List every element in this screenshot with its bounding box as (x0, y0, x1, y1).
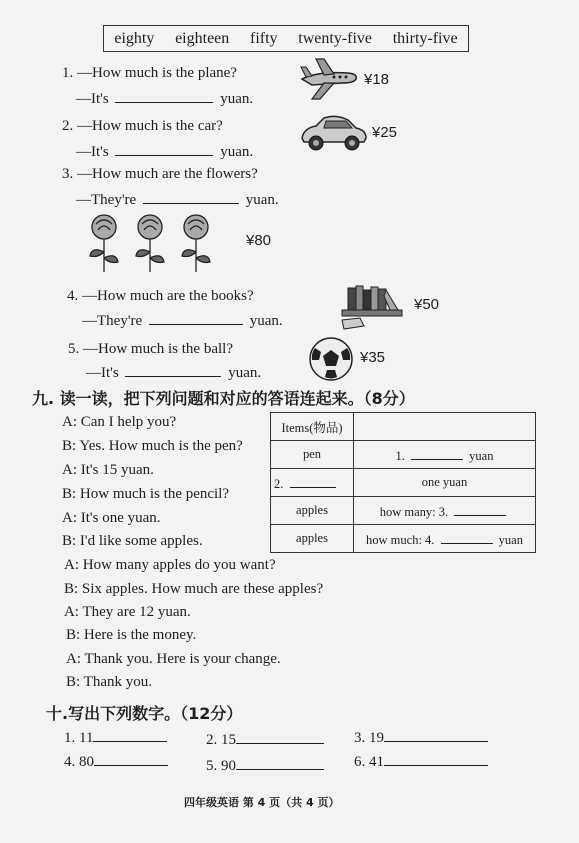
number-item (354, 727, 491, 747)
answer-blank[interactable] (94, 751, 168, 766)
number-item (64, 751, 171, 771)
dialogue-line: A: How many apples do you want? (64, 557, 276, 573)
table-row (271, 469, 536, 497)
table-cell: pen (271, 441, 354, 469)
question-text: —How much are the flowers? (77, 166, 258, 182)
cell-prefix: 1. (395, 449, 405, 463)
item-value: 90 (221, 758, 236, 774)
table-cell (354, 525, 536, 553)
question-text: —How much is the car? (77, 118, 223, 134)
price-2: ¥25 (372, 124, 398, 141)
answer-blank[interactable] (93, 727, 167, 742)
table-cell (354, 497, 536, 525)
dialogue-line: B: Thank you. (66, 674, 152, 690)
word-bank-item: twenty-five (298, 29, 373, 47)
question-number: 2. (62, 118, 74, 134)
price-3: ¥80 (246, 232, 272, 249)
answer-1 (76, 88, 253, 108)
answer-suffix: yuan. (228, 365, 262, 381)
answer-4 (82, 310, 283, 330)
word-bank-item: thirty-five (392, 29, 458, 47)
plane-icon (298, 55, 360, 101)
answer-blank[interactable] (454, 501, 506, 516)
question-number: 1. (62, 65, 74, 81)
dialogue-line: B: I'd like some apples. (62, 533, 203, 549)
books-icon (336, 280, 408, 332)
dialogue-line: A: Can I help you? (62, 414, 177, 430)
answer-blank[interactable] (236, 755, 324, 770)
item-value: 41 (369, 754, 384, 770)
word-bank (103, 25, 469, 52)
answer-prefix: —They're (82, 313, 143, 329)
page-footer: 四年级英语 第 4 页（共 4 页） (184, 796, 340, 809)
answer-2 (76, 141, 253, 161)
table-cell (354, 441, 536, 469)
dialogue-line: A: It's one yuan. (62, 510, 161, 526)
price-5: ¥35 (360, 349, 386, 366)
answer-blank[interactable] (441, 529, 493, 544)
item-label: 6. (354, 754, 366, 770)
answer-suffix: yuan. (220, 91, 254, 107)
answer-blank[interactable] (115, 88, 213, 103)
answer-table (270, 412, 536, 553)
question-2 (62, 118, 223, 135)
dialogue-line: A: They are 12 yuan. (64, 604, 191, 620)
question-4 (67, 288, 254, 305)
question-text: —How much are the books? (82, 288, 254, 304)
cell-suffix: yuan (498, 533, 523, 547)
answer-blank[interactable] (384, 727, 488, 742)
section-10-title: 十.写出下列数字。（12分） (46, 704, 243, 723)
dialogue-line: A: Thank you. Here is your change. (66, 651, 281, 667)
item-value: 15 (221, 732, 236, 748)
answer-prefix: —It's (86, 365, 119, 381)
answer-suffix: yuan. (220, 144, 254, 160)
table-row (271, 525, 536, 553)
table-row (271, 441, 536, 469)
table-cell: apples (271, 525, 354, 553)
answer-blank[interactable] (149, 310, 243, 325)
cell-prefix: how much: 4. (366, 533, 435, 547)
dialogue-line: B: Yes. How much is the pen? (62, 438, 243, 454)
answer-blank[interactable] (411, 445, 463, 460)
question-number: 3. (62, 166, 74, 182)
answer-5 (86, 362, 261, 382)
answer-blank[interactable] (290, 473, 336, 488)
item-label: 3. (354, 730, 366, 746)
answer-suffix: yuan. (245, 192, 279, 208)
dialogue-line: B: How much is the pencil? (62, 486, 230, 502)
section-9-title: 九. 读一读，把下列问题和对应的答语连起来。（8分） (32, 389, 415, 408)
price-4: ¥50 (414, 296, 440, 313)
item-value: 11 (79, 730, 94, 746)
answer-blank[interactable] (115, 141, 213, 156)
question-number: 5. (68, 341, 80, 357)
flowers-icon (84, 212, 220, 274)
table-cell (354, 413, 536, 441)
answer-blank[interactable] (384, 751, 488, 766)
question-number: 4. (67, 288, 79, 304)
question-3 (62, 166, 258, 183)
dialogue-line: B: Six apples. How much are these apples? (64, 581, 324, 597)
cell-prefix: how many: 3. (379, 505, 449, 519)
table-row (271, 497, 536, 525)
item-label: 5. (206, 758, 218, 774)
word-bank-item: fifty (250, 29, 278, 47)
price-1: ¥18 (364, 71, 390, 88)
answer-blank[interactable] (143, 189, 239, 204)
table-cell: one yuan (354, 469, 536, 497)
cell-prefix: 2. (274, 477, 284, 491)
number-item (206, 729, 327, 749)
table-cell: apples (271, 497, 354, 525)
cell-suffix: yuan (469, 449, 494, 463)
ball-icon (307, 336, 355, 382)
item-value: 80 (79, 754, 94, 770)
table-cell (271, 469, 354, 497)
answer-prefix: —It's (76, 91, 109, 107)
answer-blank[interactable] (125, 362, 221, 377)
answer-prefix: —It's (76, 144, 109, 160)
table-header: Items(物品) (271, 413, 354, 441)
car-icon (298, 112, 370, 154)
item-value: 19 (369, 730, 384, 746)
answer-blank[interactable] (236, 729, 324, 744)
number-item (354, 751, 491, 771)
dialogue-line: A: It's 15 yuan. (62, 462, 154, 478)
question-text: —How much is the ball? (83, 341, 233, 357)
word-bank-item: eighty (114, 29, 155, 47)
number-item (206, 755, 327, 775)
item-label: 1. (64, 730, 76, 746)
answer-prefix: —They're (76, 192, 137, 208)
word-bank-item: eighteen (175, 29, 230, 47)
dialogue-line: B: Here is the money. (66, 627, 197, 643)
question-text: —How much is the plane? (77, 65, 237, 81)
item-label: 2. (206, 732, 218, 748)
number-item (64, 727, 170, 747)
answer-suffix: yuan. (249, 313, 283, 329)
answer-3 (76, 189, 279, 209)
question-1 (62, 65, 237, 82)
item-label: 4. (64, 754, 76, 770)
question-5 (68, 341, 233, 358)
